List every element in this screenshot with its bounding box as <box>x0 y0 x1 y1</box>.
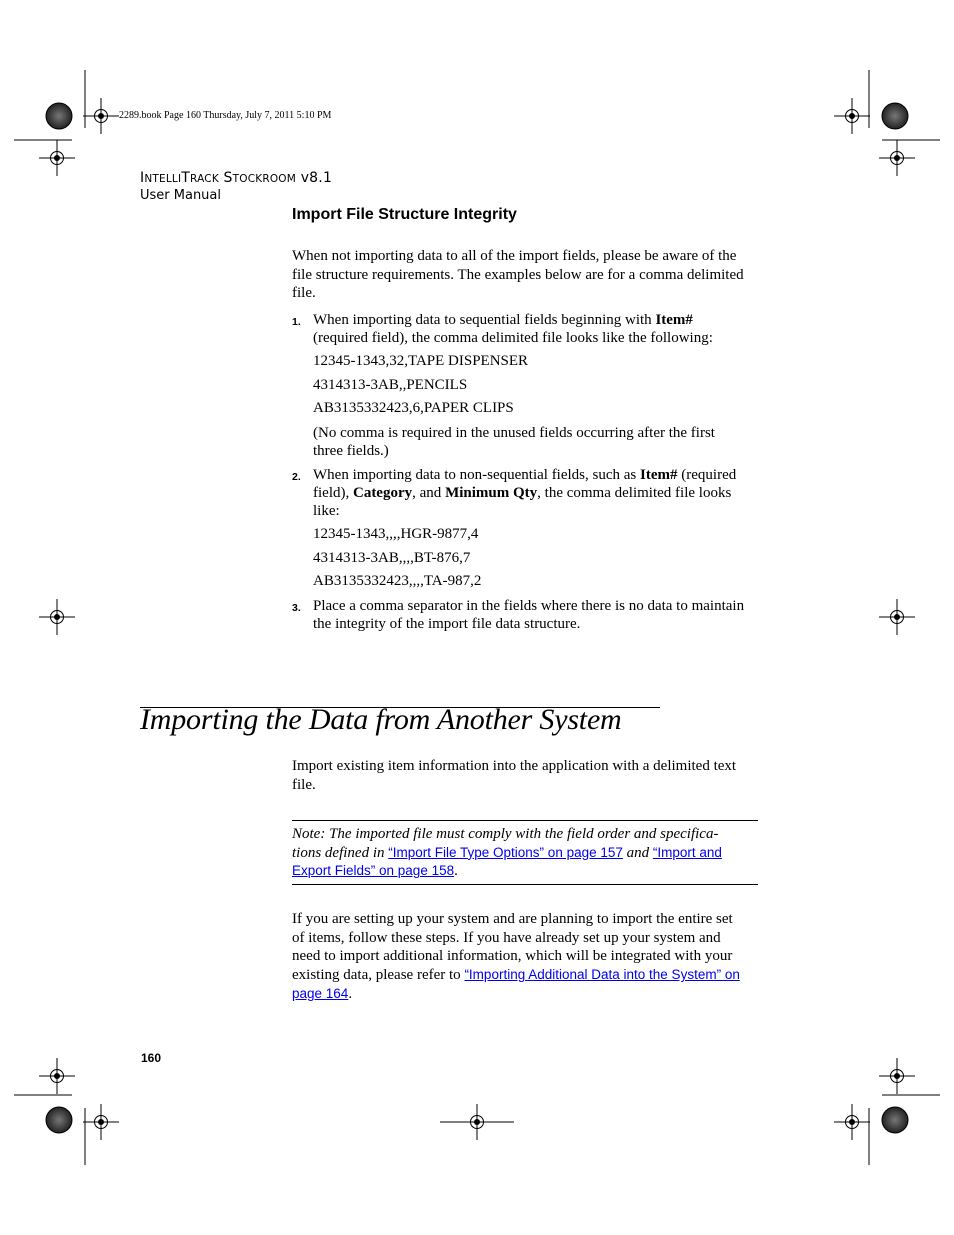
step-number: 2. <box>292 471 301 483</box>
registration-mark-icon <box>879 140 915 176</box>
example-line: 12345-1343,32,TAPE DISPENSER <box>313 353 529 369</box>
link-importing-additional-data-cont[interactable]: page 164 <box>292 985 349 1001</box>
registration-mark-icon <box>834 98 870 134</box>
step-text: When importing data to non-sequential fields, such as Item# (required field), Category, and Minimum Qty, the comma delimited file looks like: <box>313 467 737 519</box>
link-import-file-type-options[interactable]: “Import File Type Options” on page 157 <box>388 844 623 860</box>
note-box: Note: The imported file must comply with the field order and specifica- tions defined in “Import File Type Options” on page 157 and “Import and Export Fields” on page 158. <box>292 826 722 880</box>
example-line: 4314313-3AB,,,,BT-876,7 <box>313 550 471 566</box>
registration-mark-icon <box>39 599 75 635</box>
registration-mark-icon <box>39 1058 75 1094</box>
step-number: 1. <box>292 316 301 328</box>
registration-mark-icon <box>83 98 119 134</box>
note-top-rule <box>292 820 758 821</box>
link-import-export-fields[interactable]: “Import and <box>652 844 722 860</box>
link-import-export-fields-cont[interactable]: Export Fields” on page 158 <box>292 863 455 879</box>
example-line: 4314313-3AB,,PENCILS <box>313 377 468 393</box>
print-slug: 2289.book Page 160 Thursday, July 7, 2011 5:10 PM <box>119 110 332 121</box>
chapter-heading: Importing the Data from Another System <box>140 703 622 736</box>
section-intro: Import existing item information into the application with a delimited text file. <box>292 758 737 793</box>
example-line: AB3135332423,,,,TA-987,2 <box>313 573 482 589</box>
step-text: When importing data to sequential fields beginning with Item# (required field), the comma delimited file looks like the following: <box>313 312 713 346</box>
note-bottom-rule <box>292 884 758 885</box>
running-header-subtitle: User Manual <box>140 188 222 203</box>
registration-mark-icon <box>879 1058 915 1094</box>
body-paragraph: If you are setting up your system and are planning to import the entire set of items, follow these steps. If you have already set up your system and need to import additional information, which will be integrated with your existing data, please refer to “Importing Additional Data into the System” on page 164. <box>292 911 740 1002</box>
registration-mark-icon <box>83 1104 119 1140</box>
registration-mark-icon <box>834 1104 870 1140</box>
intro-paragraph: When not importing data to all of the import fields, please be aware of the file structure requirements. The examples below are for a comma delimited file. <box>292 248 744 302</box>
step-number: 3. <box>292 602 301 614</box>
step-note: (No comma is required in the unused fields occurring after the first three fields.) <box>313 425 715 459</box>
page-number: 160 <box>141 1051 162 1065</box>
example-line: 12345-1343,,,,HGR-9877,4 <box>313 526 479 542</box>
running-header-title: INTELLITRACK STOCKROOM v8.1 <box>140 170 333 186</box>
registration-mark-icon <box>39 140 75 176</box>
example-line: AB3135332423,6,PAPER CLIPS <box>313 400 514 416</box>
section-heading: Import File Structure Integrity <box>292 206 517 223</box>
step-text: Place a comma separator in the fields where there is no data to maintain the integrity of the import file data structure. <box>313 598 745 632</box>
registration-mark-icon <box>879 599 915 635</box>
link-importing-additional-data[interactable]: “Importing Additional Data into the System” on <box>464 967 740 983</box>
